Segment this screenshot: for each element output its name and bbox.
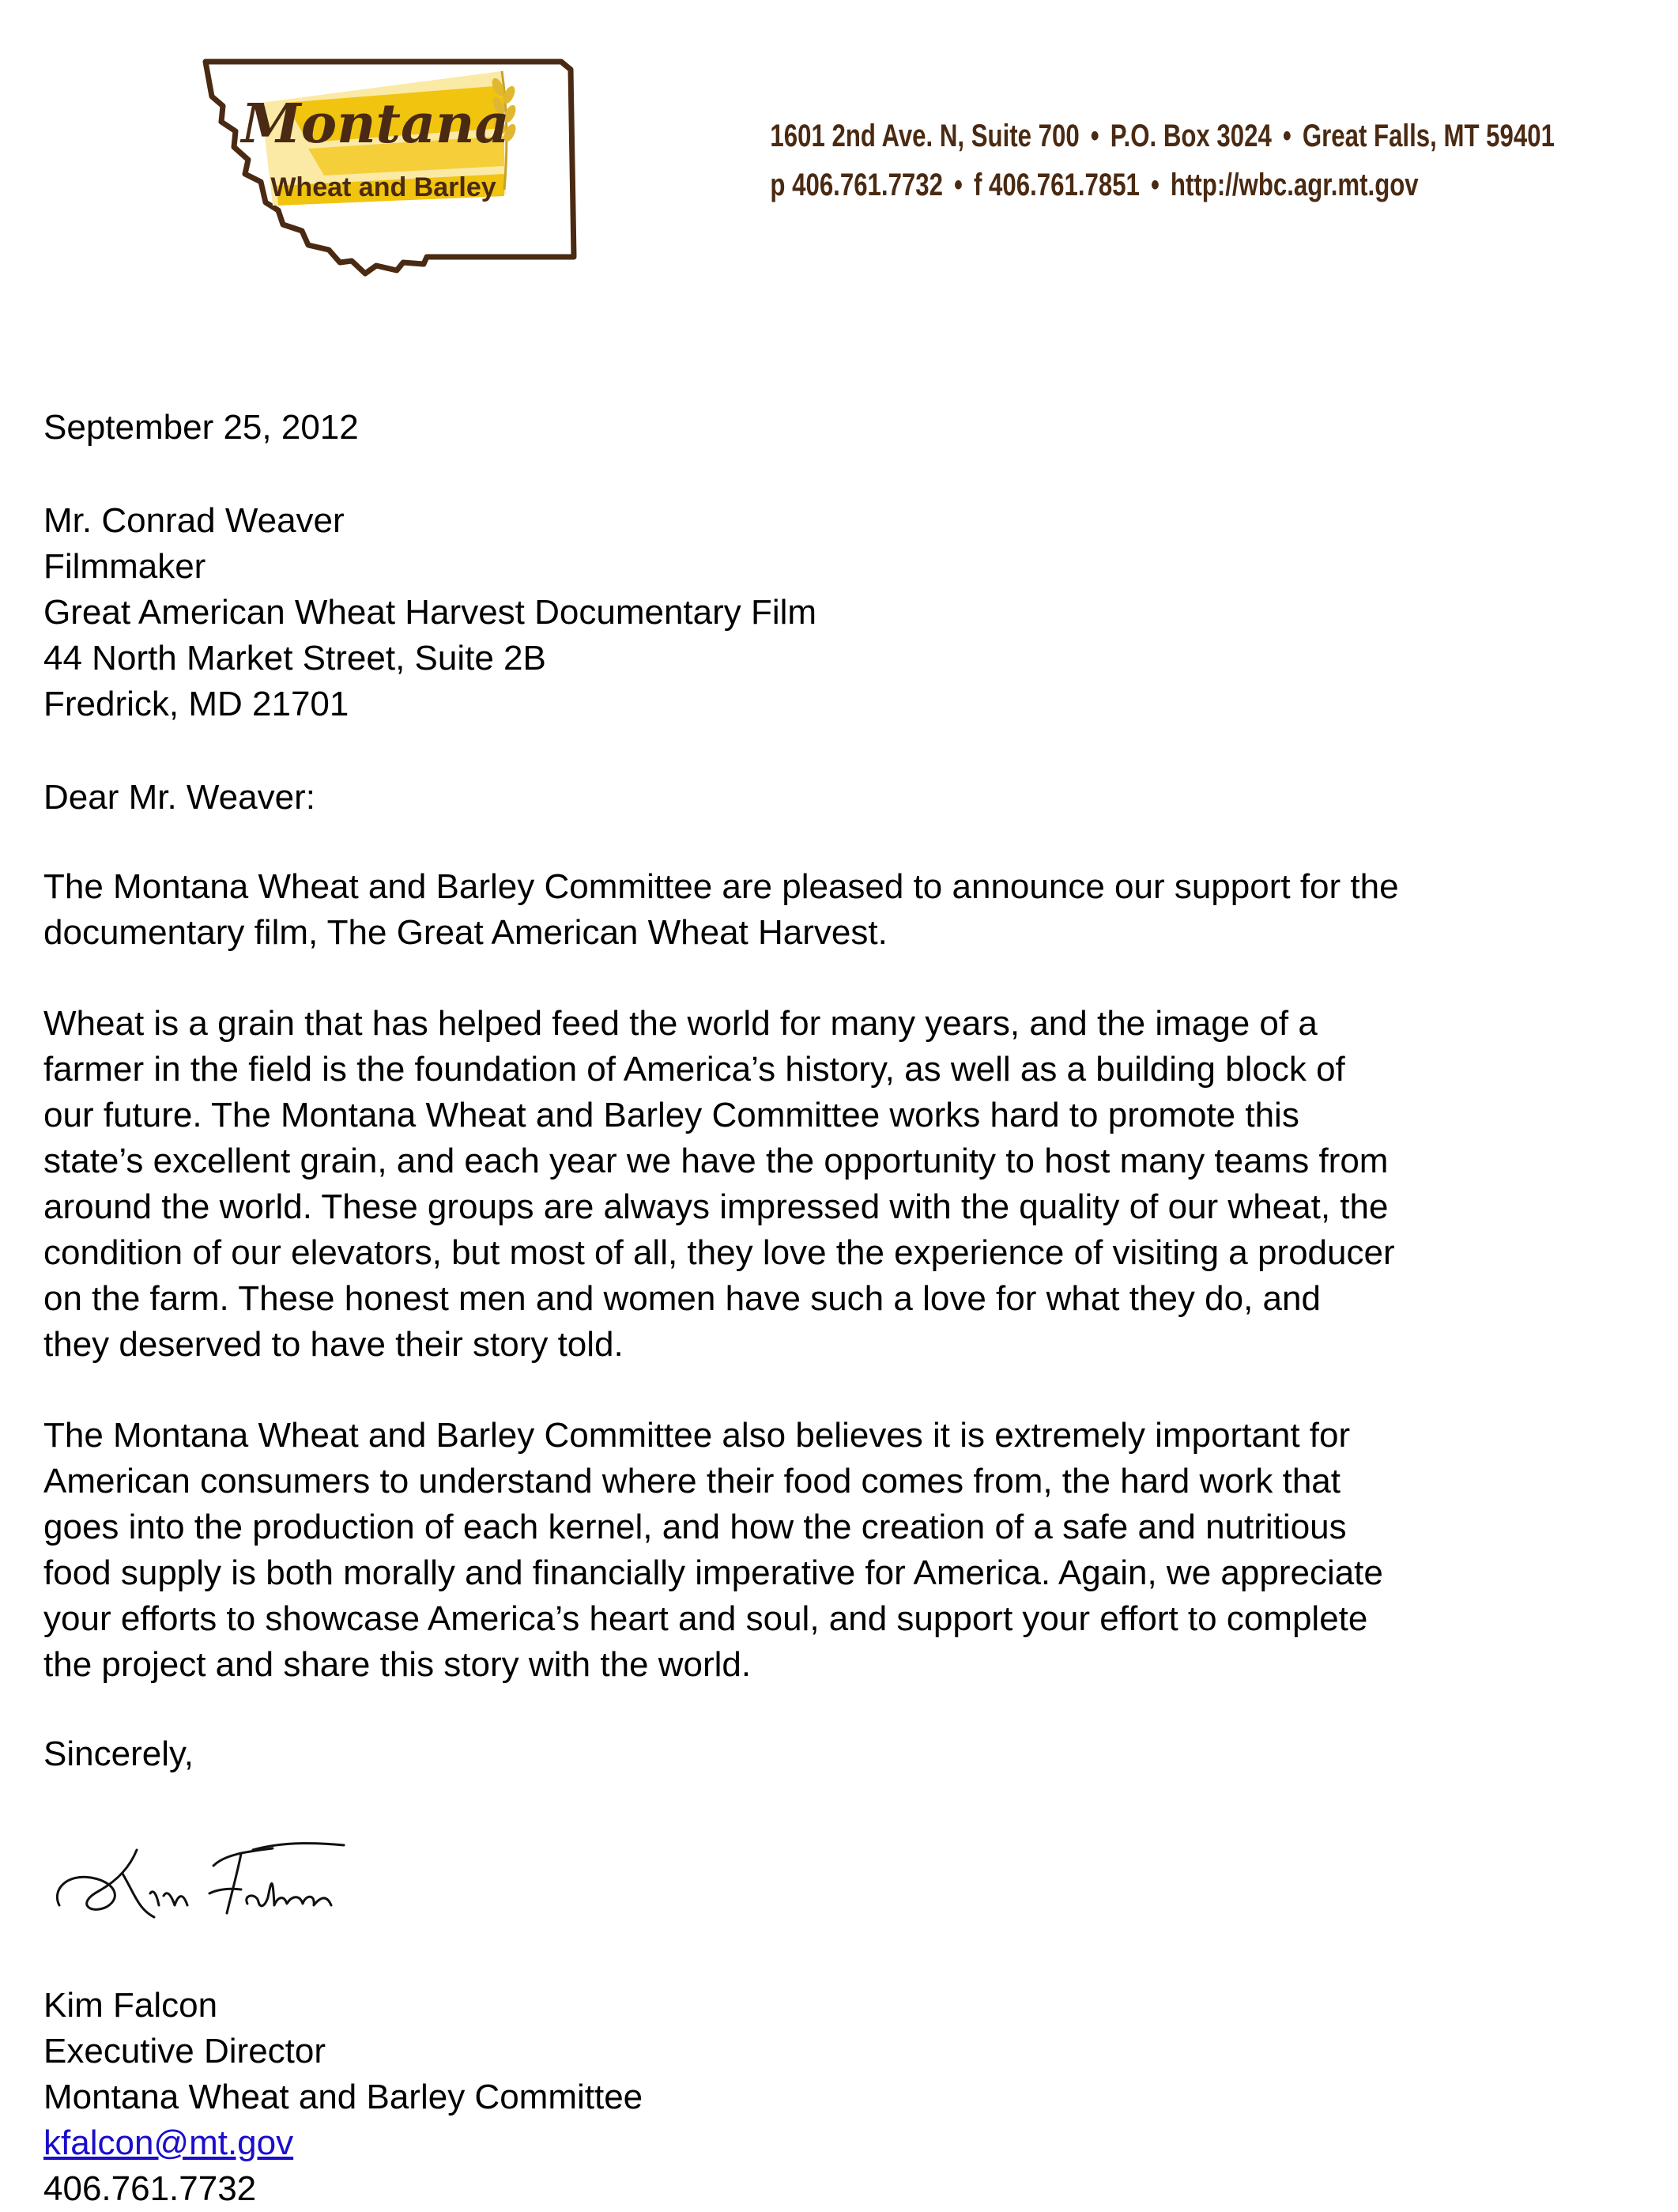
closing: Sincerely, (43, 1734, 194, 1773)
address-po-box: P.O. Box 3024 (1110, 119, 1272, 153)
montana-state-outline-icon (190, 55, 585, 293)
letter-date: September 25, 2012 (43, 408, 359, 447)
paragraph-line: American consumers to understand where their food comes from, the hard work that (43, 1462, 1341, 1500)
recipient-address (43, 498, 816, 727)
phone-number: p 406.761.7732 (770, 168, 943, 202)
paragraph-line: food supply is both morally and financially imperative for America. Again, we appreciate (43, 1553, 1383, 1592)
paragraph-line: condition of our elevators, but most of all, they love the experience of visiting a producer (43, 1233, 1395, 1272)
body-paragraph-1 (43, 864, 1624, 956)
logo-title: Montana (241, 92, 510, 156)
handwritten-signature (43, 1818, 407, 1929)
paragraph-line: Wheat is a grain that has helped feed the world for many years, and the image of a (43, 1004, 1318, 1043)
bullet-separator: • (1282, 119, 1291, 153)
bullet-separator: • (1090, 119, 1099, 153)
address-city: Great Falls, MT 59401 (1302, 119, 1555, 153)
paragraph-line: farmer in the field is the foundation of America’s history, as well as a building block of (43, 1050, 1345, 1089)
paragraph-line: documentary film, The Great American Wheat Harvest. (43, 913, 888, 952)
paragraph-line: on the farm. These honest men and women have such a love for what they do, and (43, 1279, 1321, 1318)
signer-title: Executive Director (43, 2032, 326, 2070)
recipient-organization: Great American Wheat Harvest Documentary Film (43, 593, 817, 632)
paragraph-line: around the world. These groups are always impressed with the quality of our wheat, the (43, 1187, 1389, 1226)
montana-wheat-barley-logo (190, 55, 585, 293)
body-paragraph-2 (43, 1001, 1624, 1368)
recipient-street: 44 North Market Street, Suite 2B (43, 639, 546, 678)
body-paragraph-3 (43, 1413, 1624, 1688)
bullet-separator: • (1150, 168, 1160, 202)
signer-phone: 406.761.7732 (43, 2169, 257, 2208)
paragraph-line: state’s excellent grain, and each year we have the opportunity to host many teams from (43, 1142, 1389, 1180)
bullet-separator: • (954, 168, 963, 202)
address-street: 1601 2nd Ave. N, Suite 700 (770, 119, 1080, 153)
fax-number: f 406.761.7851 (973, 168, 1140, 202)
paragraph-line: the project and share this story with the world. (43, 1645, 752, 1684)
paragraph-line: The Montana Wheat and Barley Committee also believes it is extremely important for (43, 1416, 1351, 1455)
paragraph-line: your efforts to showcase America’s heart and soul, and support your effort to complete (43, 1599, 1368, 1638)
signer-name: Kim Falcon (43, 1986, 218, 2025)
recipient-city: Fredrick, MD 21701 (43, 685, 349, 723)
signature-block (43, 1983, 643, 2212)
salutation: Dear Mr. Weaver: (43, 778, 315, 817)
website-url: http://wbc.agr.mt.gov (1170, 168, 1419, 202)
letterhead-contact (770, 168, 1419, 203)
signer-organization: Montana Wheat and Barley Committee (43, 2078, 643, 2116)
signer-email-link[interactable]: kfalcon@mt.gov (43, 2123, 294, 2162)
paragraph-line: our future. The Montana Wheat and Barley Committee works hard to promote this (43, 1096, 1299, 1134)
recipient-name: Mr. Conrad Weaver (43, 501, 345, 540)
recipient-title: Filmmaker (43, 547, 206, 586)
paragraph-line: goes into the production of each kernel, and how the creation of a safe and nutritious (43, 1508, 1347, 1546)
letterhead-address (770, 119, 1555, 154)
paragraph-line: The Montana Wheat and Barley Committee are pleased to announce our support for the (43, 867, 1399, 906)
paragraph-line: they deserved to have their story told. (43, 1325, 624, 1364)
logo-subtitle: Wheat and Barley (270, 172, 496, 202)
